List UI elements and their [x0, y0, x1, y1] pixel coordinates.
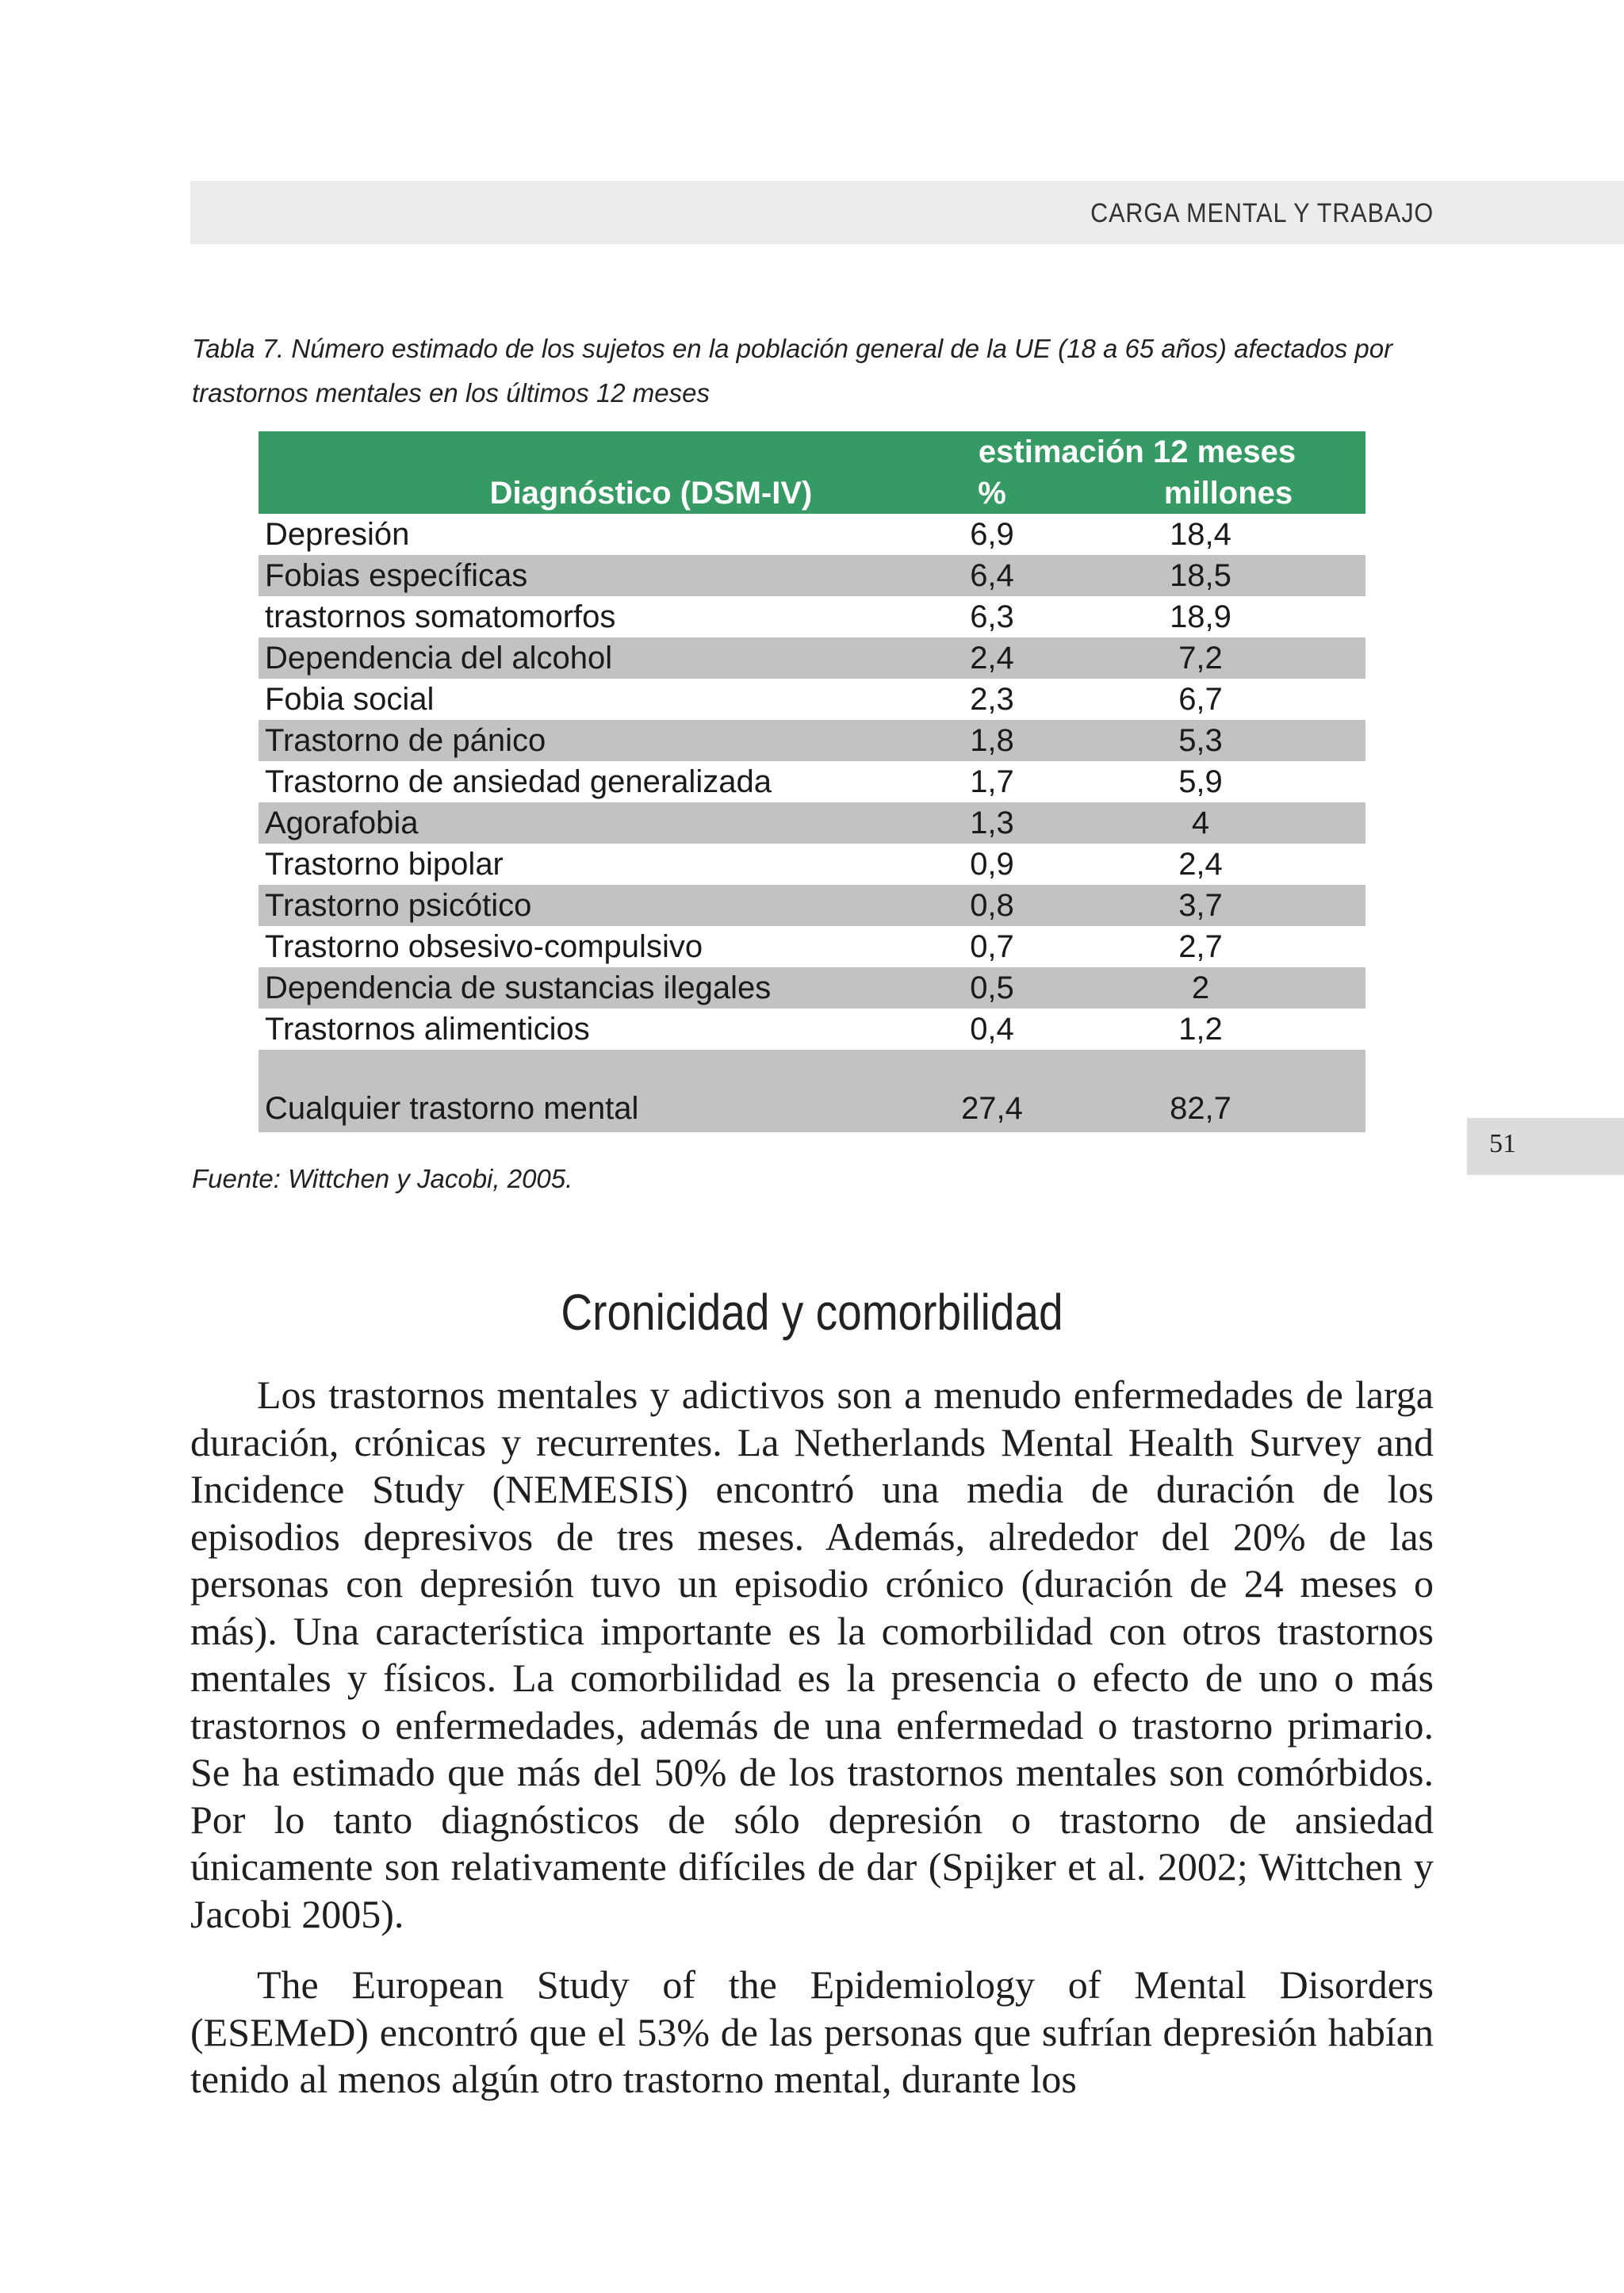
cell-percent: 6,3 — [970, 599, 1014, 634]
cell-percent: 0,5 — [909, 967, 1075, 1009]
table-row — [259, 802, 1365, 844]
cell-percent: 0,4 — [970, 1012, 1014, 1047]
cell-diagnosis: trastornos somatomorfos — [265, 599, 616, 634]
cell-millions: 2,7 — [1178, 929, 1223, 964]
cell-millions-wrap — [1075, 637, 1365, 679]
page-number-tab — [1467, 1118, 1624, 1175]
cell-diagnosis: Trastorno de pánico — [259, 720, 909, 761]
cell-millions: 5,3 — [1178, 723, 1223, 758]
cell-millions: 4 — [1191, 806, 1210, 840]
table-total-row — [259, 1050, 1365, 1132]
cell-millions-wrap — [1075, 596, 1365, 637]
cell-millions-wrap — [1075, 1009, 1365, 1050]
cell-diagnosis: Trastorno de ansiedad generalizada — [265, 764, 772, 799]
cell-diagnosis: Trastornos alimenticios — [265, 1012, 590, 1047]
cell-millions-wrap — [1075, 885, 1365, 926]
table-row — [259, 720, 1365, 761]
table-source: Fuente: Wittchen y Jacobi, 2005. — [192, 1164, 573, 1193]
cell-millions: 5,9 — [1178, 764, 1223, 799]
cell-percent: 1,7 — [970, 764, 1014, 799]
cell-millions-wrap — [1075, 844, 1365, 885]
cell-diagnosis: Dependencia de sustancias ilegales — [259, 967, 909, 1009]
cell-diagnosis: Fobias específicas — [259, 555, 909, 596]
running-header-title: CARGA MENTAL Y TRABAJO — [1090, 198, 1434, 228]
header-diagnosis: Diagnóstico (DSM-IV) — [489, 476, 813, 511]
header-group-label: estimación 12 meses — [978, 434, 1297, 469]
cell-percent: 6,9 — [970, 517, 1014, 552]
table-row — [259, 596, 1365, 637]
cell-diagnosis: Trastorno obsesivo-compulsivo — [265, 929, 703, 964]
table-row — [259, 555, 1365, 596]
table-row — [259, 637, 1365, 679]
cell-millions-wrap — [1075, 802, 1365, 844]
body-paragraph-2: The European Study of the Epidemiology of Mental Disorders (ESEMeD) encontró que el 53% de las personas que sufrían depresión habían tenido al menos algún otro trastorno mental, durante los — [190, 1962, 1434, 2101]
cell-percent: 27,4 — [909, 1050, 1075, 1132]
cell-percent: 0,9 — [970, 847, 1014, 882]
table-row — [259, 679, 1365, 720]
cell-millions: 1,2 — [1178, 1012, 1223, 1047]
body-paragraph-1: Los trastornos mentales y adictivos son a menudo enfermedades de larga duración, crónicas y recurrentes. La Netherlands Mental Health Survey and Incidence Study (NEMESIS) encontró una media de duración de los episodios depresivos de tres meses. Además, alrededor del 20% de las personas con depresión tuvo un episodio crónico (duración de 24 meses o más). Una característica importante es la comorbilidad con otros trastornos mentales y físicos. La comorbilidad es la presencia o efecto de uno o más trastornos o enfermedades, además de una enfermedad o trastorno primario. Se ha estimado que más del 50% de los trastornos mentales son comórbidos. Por lo tanto diagnósticos de sólo depresión o trastorno de ansiedad únicamente son relativamente difíciles de dar (Spijker et al. 2002; Wittchen y Jacobi 2005). — [190, 1372, 1434, 1936]
table-row — [259, 514, 1365, 555]
cell-percent: 0,8 — [909, 885, 1075, 926]
cell-millions: 18,4 — [1170, 517, 1231, 552]
cell-millions: 7,2 — [1178, 641, 1223, 676]
cell-millions-wrap — [1075, 514, 1365, 555]
header-millions: millones — [1163, 476, 1293, 511]
cell-millions: 3,7 — [1178, 888, 1223, 923]
cell-millions-wrap — [1075, 967, 1365, 1009]
cell-millions-wrap — [1075, 926, 1365, 967]
cell-diagnosis: Fobia social — [265, 682, 435, 717]
cell-millions-wrap — [1075, 555, 1365, 596]
cell-percent: 2,4 — [909, 637, 1075, 679]
cell-millions: 82,7 — [1170, 1091, 1231, 1126]
section-heading: Cronicidad y comorbilidad — [561, 1284, 1063, 1341]
table-row — [259, 885, 1365, 926]
header-percent: % — [978, 476, 1006, 511]
table-body — [259, 514, 1365, 1132]
table-row — [259, 844, 1365, 885]
prevalence-table — [259, 431, 1365, 1132]
running-header — [190, 181, 1624, 244]
cell-percent: 0,7 — [970, 929, 1014, 964]
table-header-row — [259, 473, 1365, 514]
cell-millions: 6,7 — [1178, 682, 1223, 717]
table-row — [259, 926, 1365, 967]
table-caption: Tabla 7. Número estimado de los sujetos en la población general de la UE (18 a 65 años) afectados por trastornos mentales en los últimos 12 meses — [192, 334, 1393, 408]
cell-diagnosis: Agorafobia — [259, 802, 909, 844]
cell-diagnosis: Dependencia del alcohol — [259, 637, 909, 679]
cell-percent: 2,3 — [970, 682, 1014, 717]
table-row — [259, 1009, 1365, 1050]
cell-percent: 1,3 — [909, 802, 1075, 844]
cell-millions: 2 — [1191, 970, 1210, 1005]
cell-diagnosis: Cualquier trastorno mental — [259, 1050, 909, 1132]
cell-percent: 1,8 — [909, 720, 1075, 761]
cell-millions: 2,4 — [1178, 847, 1223, 882]
table-row — [259, 967, 1365, 1009]
cell-diagnosis: Trastorno psicótico — [259, 885, 909, 926]
cell-millions-wrap — [1075, 1050, 1365, 1132]
cell-diagnosis: Depresión — [265, 517, 410, 552]
cell-percent: 6,4 — [909, 555, 1075, 596]
table-header-row-group — [259, 431, 1365, 473]
cell-millions: 18,5 — [1170, 558, 1231, 593]
cell-millions-wrap — [1075, 720, 1365, 761]
cell-millions-wrap — [1075, 679, 1365, 720]
cell-millions-wrap — [1075, 761, 1365, 802]
cell-diagnosis: Trastorno bipolar — [265, 847, 504, 882]
page-number: 51 — [1489, 1129, 1516, 1158]
cell-millions: 18,9 — [1170, 599, 1231, 634]
table-row — [259, 761, 1365, 802]
